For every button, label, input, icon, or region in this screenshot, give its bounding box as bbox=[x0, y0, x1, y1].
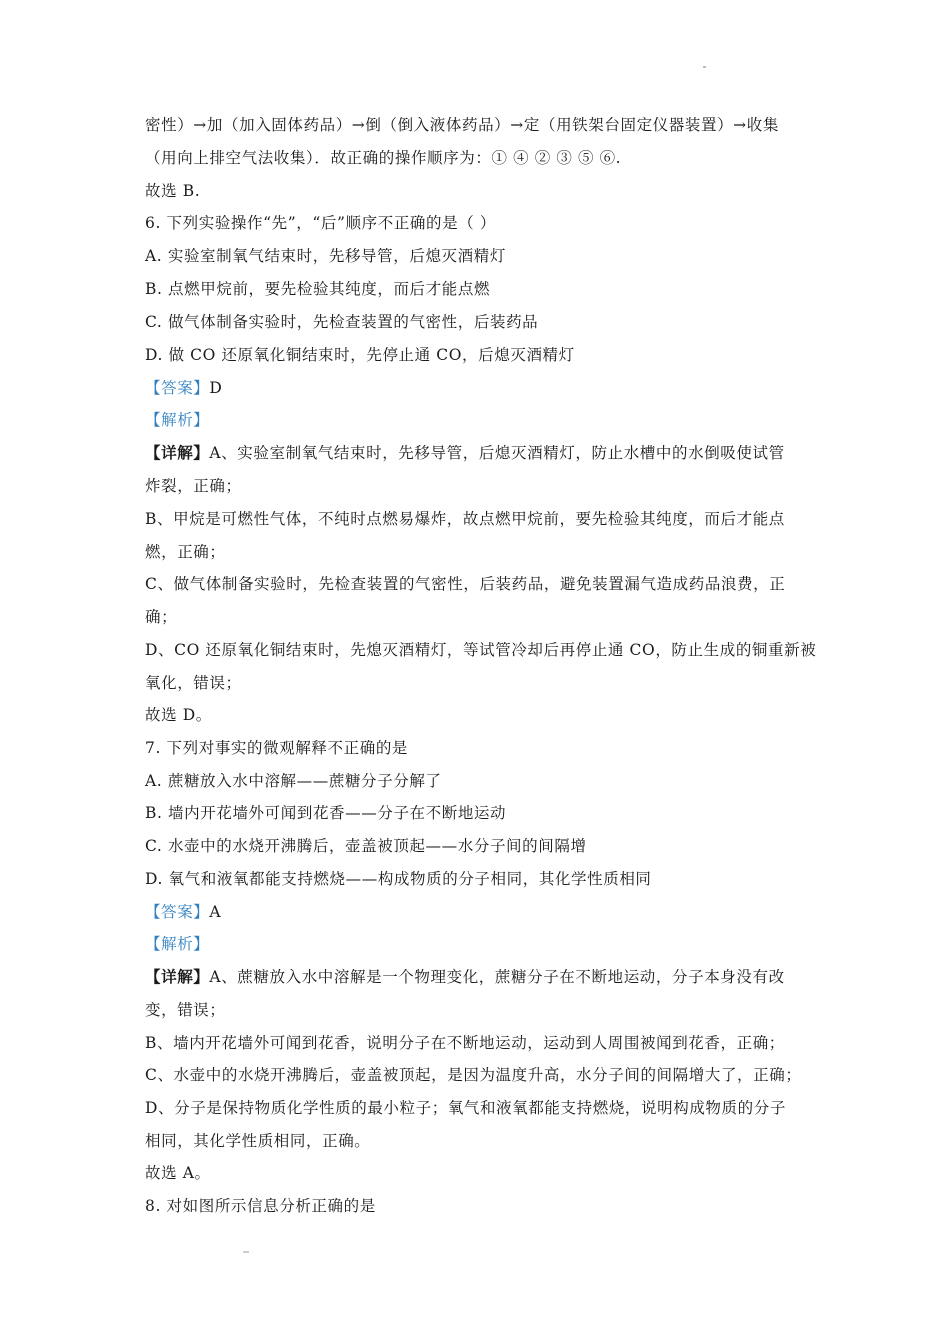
corner-dot bbox=[703, 66, 706, 68]
text-line: 密性）→加（加入固体药品）→倒（倒入液体药品）→定（用铁架台固定仪器装置）→收集 bbox=[145, 116, 779, 134]
text-line: 故选 B. bbox=[145, 182, 201, 200]
answer-tag: 【答案】 bbox=[145, 379, 210, 397]
question-7-option-c: C. 水壶中的水烧开沸腾后，壶盖被顶起——水分子间的间隔增 bbox=[145, 837, 587, 855]
text-line: 炸裂，正确； bbox=[145, 477, 242, 495]
text-line: 氧化，错误； bbox=[145, 674, 242, 692]
question-6-stem: 6. 下列实验操作“先”，“后”顺序不正确的是（ ） bbox=[145, 214, 496, 232]
question-8-stem: 8. 对如图所示信息分析正确的是 bbox=[145, 1197, 376, 1215]
detail-text: A、蔗糖放入水中溶解是一个物理变化，蔗糖分子在不断地运动，分子本身没有改 bbox=[209, 968, 785, 986]
detail-text: A、实验室制氧气结束时，先移导管，后熄灭酒精灯，防止水槽中的水倒吸使试管 bbox=[209, 444, 785, 462]
detail-tag: 【详解】 bbox=[145, 443, 210, 462]
question-6-option-b: B. 点燃甲烷前，要先检验其纯度，而后才能点燃 bbox=[145, 280, 491, 298]
answer-value: D bbox=[209, 379, 223, 397]
question-7-option-b: B. 墙内开花墙外可闻到花香——分子在不断地运动 bbox=[145, 804, 507, 822]
text-line: 相同，其化学性质相同，正确。 bbox=[145, 1132, 371, 1150]
text-line: 故选 A。 bbox=[145, 1164, 211, 1182]
analysis-tag: 【解析】 bbox=[145, 935, 210, 953]
analysis-line-q6 bbox=[145, 408, 209, 432]
footer-dot bbox=[243, 1251, 249, 1253]
analysis-line-q7 bbox=[145, 932, 209, 956]
detail-line-q6 bbox=[145, 441, 785, 465]
answer-tag: 【答案】 bbox=[145, 903, 210, 921]
text-line: 变，错误； bbox=[145, 1001, 226, 1019]
question-7-option-d: D. 氧气和液氧都能支持燃烧——构成物质的分子相同，其化学性质相同 bbox=[145, 870, 652, 888]
text-line: 故选 D。 bbox=[145, 706, 212, 724]
text-line: B、甲烷是可燃性气体，不纯时点燃易爆炸，故点燃甲烷前，要先检验其纯度，而后才能点 bbox=[145, 510, 785, 528]
answer-line-q7 bbox=[145, 900, 221, 924]
text-line: （用向上排空气法收集）．故正确的操作顺序为：① ④ ② ③ ⑤ ⑥. bbox=[145, 149, 622, 167]
question-7-option-a: A. 蔗糖放入水中溶解——蔗糖分子分解了 bbox=[145, 772, 442, 790]
text-line: 确； bbox=[145, 608, 178, 626]
answer-line-q6 bbox=[145, 376, 222, 400]
question-6-option-c: C. 做气体制备实验时，先检查装置的气密性，后装药品 bbox=[145, 313, 539, 331]
detail-line-q7 bbox=[145, 965, 785, 989]
text-line: D、CO 还原氧化铜结束时，先熄灭酒精灯，等试管冷却后再停止通 CO，防止生成的铜重新被 bbox=[145, 641, 817, 659]
text-line: C、水壶中的水烧开沸腾后，壶盖被顶起，是因为温度升高，水分子间的间隔增大了，正确； bbox=[145, 1066, 802, 1084]
question-6-option-d: D. 做 CO 还原氧化铜结束时，先停止通 CO，后熄灭酒精灯 bbox=[145, 346, 575, 364]
answer-value: A bbox=[209, 903, 222, 921]
question-6-option-a: A. 实验室制氧气结束时，先移导管，后熄灭酒精灯 bbox=[145, 247, 506, 265]
text-line: B、墙内开花墙外可闻到花香，说明分子在不断地运动，运动到人周围被闻到花香，正确； bbox=[145, 1034, 785, 1052]
detail-tag: 【详解】 bbox=[145, 967, 210, 986]
question-7-stem: 7. 下列对事实的微观解释不正确的是 bbox=[145, 739, 409, 757]
analysis-tag: 【解析】 bbox=[145, 411, 210, 429]
text-line: C、做气体制备实验时，先检查装置的气密性，后装药品，避免装置漏气造成药品浪费，正 bbox=[145, 575, 786, 593]
text-line: D、分子是保持物质化学性质的最小粒子；氧气和液氧都能支持燃烧，说明构成物质的分子 bbox=[145, 1099, 786, 1117]
text-line: 燃，正确； bbox=[145, 543, 226, 561]
